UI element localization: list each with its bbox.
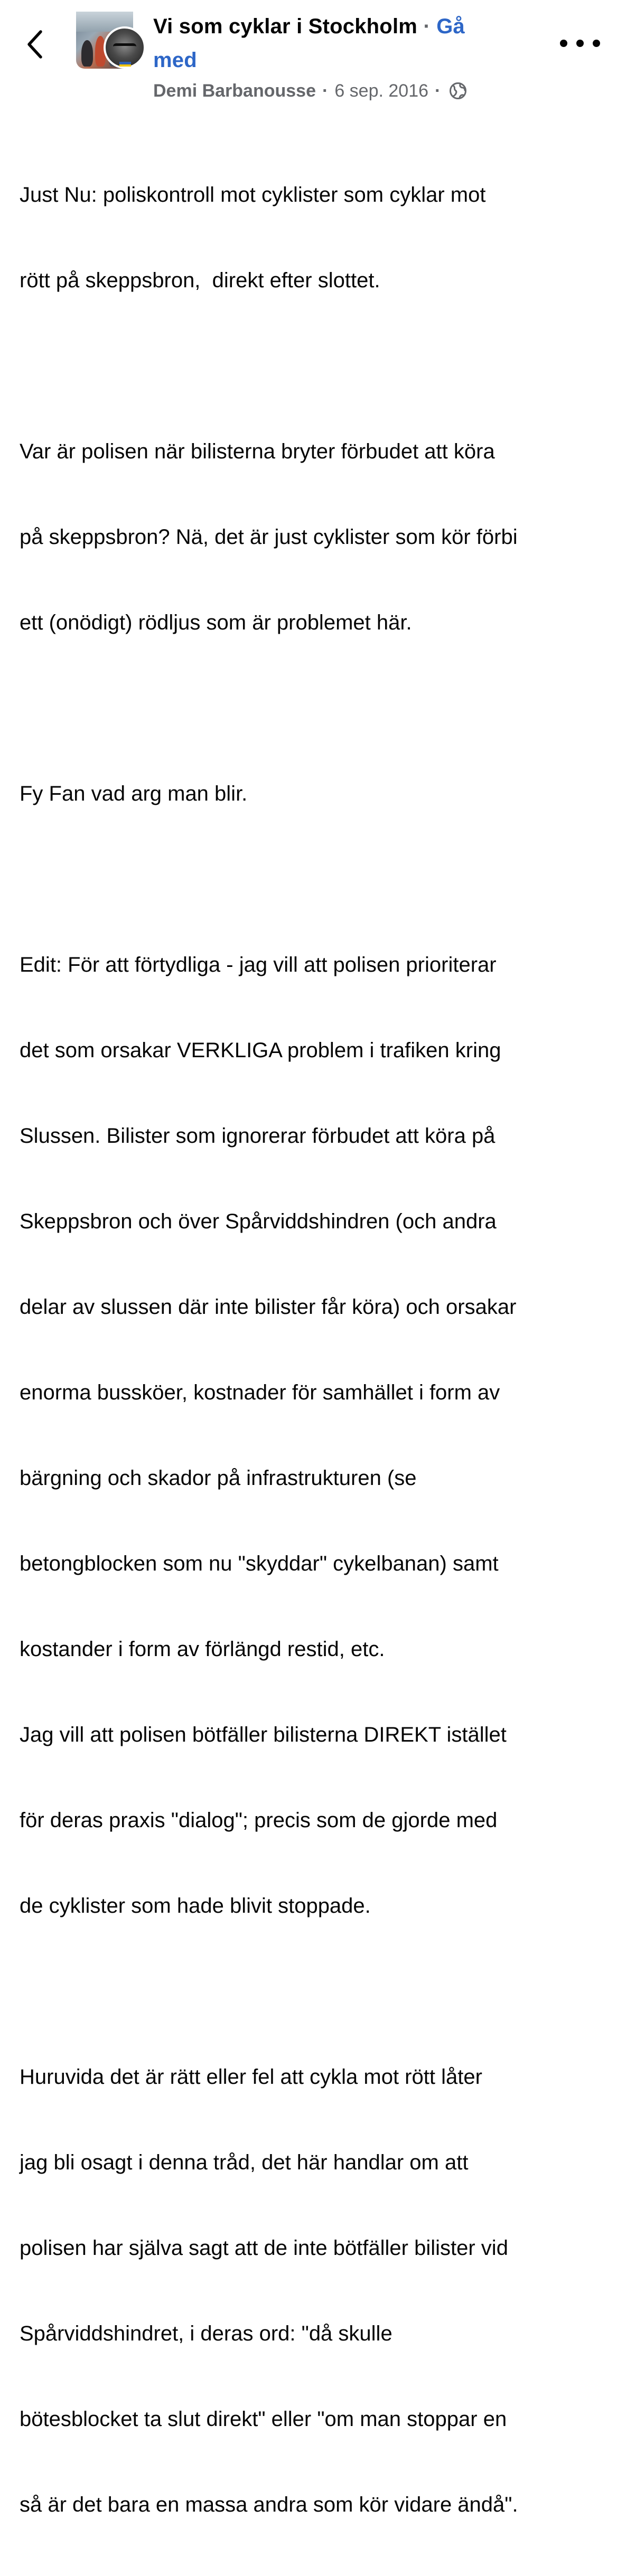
post-header — [0, 0, 617, 106]
post-line: för deras praxis "dialog"; precis som de gjorde med — [20, 1809, 498, 1832]
post-line: Skeppsbron och över Spårviddshindren (och andra — [20, 1210, 497, 1233]
more-horizontal-icon — [560, 40, 567, 47]
post-line: Just Nu: poliskontroll mot cyklister som cyklar mot — [20, 183, 486, 206]
post-line: det som orsakar VERKLIGA problem i trafiken kring — [20, 1039, 501, 1062]
post-line: delar av slussen där inte bilister får köra) och orsakar — [20, 1295, 517, 1319]
title-block — [153, 10, 512, 105]
post-date[interactable]: 6 sep. 2016 — [334, 81, 429, 101]
post-line: bärgning och skador på infrastrukturen (se — [20, 1466, 417, 1490]
title-separator: · — [417, 15, 437, 38]
post-line: rött på skeppsbron, direkt efter slottet. — [20, 269, 380, 292]
post-line: kostander i form av förlängd restid, etc. — [20, 1638, 385, 1661]
post-line: Slussen. Bilister som ignorerar förbudet att köra på — [20, 1124, 496, 1148]
post-line: Edit: För att förtydliga - jag vill att polisen prioriterar — [20, 953, 497, 976]
post-line: Jag vill att polisen bötfäller bilisterna DIREKT istället — [20, 1723, 507, 1746]
post-line: Fy Fan vad arg man blir. — [20, 782, 248, 805]
post-line: polisen har själva sagt att de inte bötfäller bilister vid — [20, 2236, 508, 2260]
more-horizontal-icon — [576, 40, 584, 47]
post-meta — [153, 77, 512, 105]
post-body — [20, 124, 611, 2576]
post-line: Spårviddshindret, i deras ord: "då skulle — [20, 2322, 392, 2345]
author-avatar-glasses — [113, 43, 136, 52]
group-name-link[interactable]: Vi som cyklar i Stockholm — [153, 15, 418, 38]
post-line: betongblocken som nu "skyddar" cykelbanan) samt — [20, 1552, 499, 1575]
more-horizontal-icon — [593, 40, 600, 47]
author-avatar-flag — [119, 64, 131, 67]
join-group-link[interactable]: Gå med — [153, 15, 465, 72]
post-line: ett (onödigt) rödljus som är problemet här. — [20, 611, 412, 634]
globe-icon — [449, 82, 467, 100]
post-paragraph — [20, 894, 611, 1977]
author-avatar[interactable] — [104, 26, 146, 69]
back-button[interactable] — [23, 27, 46, 61]
post-line: så är det bara en massa andra som kör vidare ändå". — [20, 2493, 518, 2516]
post-line: enorma bussköer, kostnader för samhället i form av — [20, 1381, 500, 1404]
post-paragraph — [20, 124, 611, 352]
group-title — [153, 10, 512, 77]
post-line: Var är polisen när bilisterna bryter förbudet att köra — [20, 440, 495, 463]
group-avatar-figure — [81, 40, 93, 67]
meta-dot: · — [322, 81, 329, 101]
post-line: de cyklister som hade blivit stoppade. — [20, 1894, 371, 1917]
meta-dot: · — [435, 81, 441, 101]
post-paragraph — [20, 380, 611, 694]
more-options-button[interactable] — [560, 32, 600, 55]
author-name[interactable]: Demi Barbanousse — [153, 81, 316, 101]
post-paragraph — [20, 722, 611, 865]
post-line: på skeppsbron? Nä, det är just cyklister som kör förbi — [20, 525, 518, 549]
post-line: bötesblocket ta slut direkt" eller "om man stoppar en — [20, 2408, 507, 2431]
post-line: Huruvida det är rätt eller fel att cykla mot rött låter — [20, 2065, 482, 2089]
post-paragraph — [20, 2006, 611, 2576]
chevron-left-icon — [26, 30, 44, 59]
post-line: jag bli osagt i denna tråd, det här handlar om att — [20, 2151, 469, 2174]
